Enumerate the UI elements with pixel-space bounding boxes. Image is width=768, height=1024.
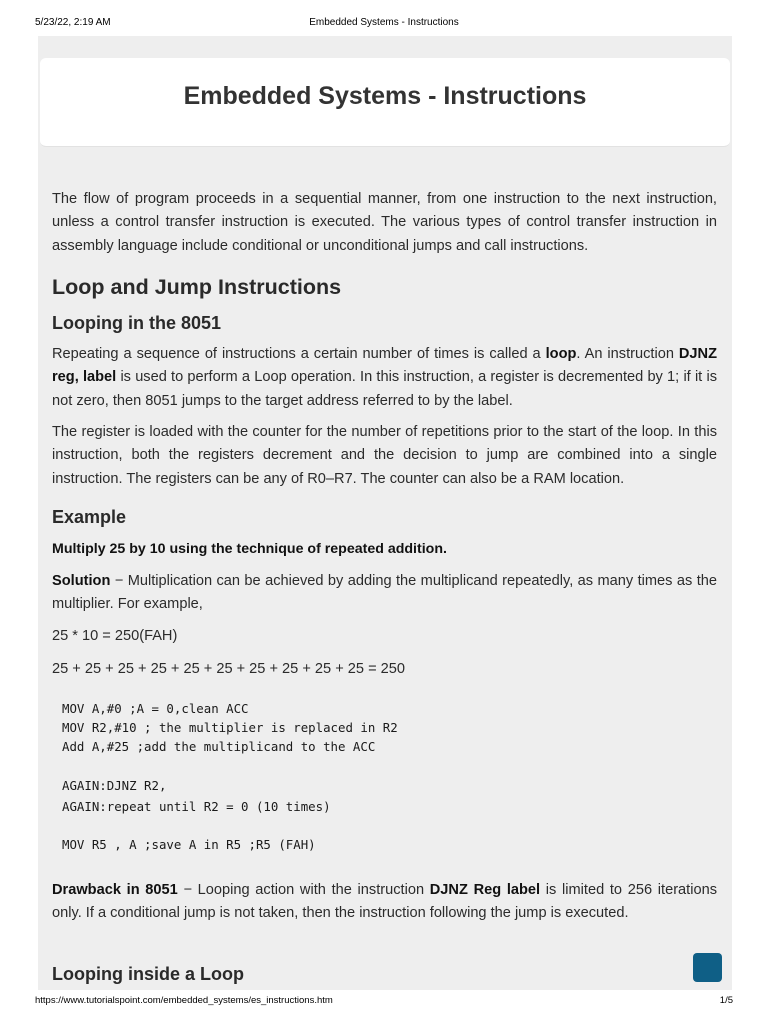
term-djnz-reg-label: DJNZ Reg label <box>429 882 541 898</box>
intro-paragraph: The flow of program proceeds in a sequential manner, from one instruction to the next instruction, unless a control transfer instruction is executed. The various types of control transfer instruction in assembly language include conditional or unconditional jumps and call instructions. <box>52 191 717 254</box>
print-header <box>0 17 768 31</box>
page-body <box>38 36 732 990</box>
scroll-to-top-button[interactable] <box>693 953 722 982</box>
heading-looping-inside: Looping inside a Loop <box>52 964 244 984</box>
code-line: AGAIN:DJNZ R2, <box>62 778 167 793</box>
code-line: MOV R5 , A ;save A in R5 ;R5 (FAH) <box>62 837 316 852</box>
heading-looping-8051: Looping in the 8051 <box>52 313 222 333</box>
print-title: Embedded Systems - Instructions <box>309 17 459 28</box>
drawback-label: Drawback in 8051 <box>52 882 178 898</box>
solution-paragraph: Solution − Multiplication can be achieved by adding the multiplicand repeatedly, as many times as the multiplier. For example, <box>52 573 717 613</box>
heading-example: Example <box>52 507 127 527</box>
heading-loop-jump: Loop and Jump Instructions <box>52 275 342 299</box>
term-loop: loop <box>545 346 577 362</box>
equation-2: 25 + 25 + 25 + 25 + 25 + 25 + 25 + 25 + 25 + 25 = 250 <box>52 661 405 677</box>
term-djnz: DJNZ reg, label <box>52 346 717 386</box>
print-footer <box>0 995 768 1009</box>
code-line: MOV R2,#10 ; the multiplier is replaced in R2 <box>62 720 398 735</box>
page-number: 1/5 <box>719 995 733 1006</box>
drawback-paragraph: Drawback in 8051 − Looping action with the instruction DJNZ Reg label is limited to 256 iterations only. If a conditional jump is not taken, then the instruction following the jump is executed. <box>52 882 717 922</box>
code-line: Add A,#25 ;add the multiplicand to the ACC <box>62 739 376 754</box>
code-line: MOV A,#0 ;A = 0,clean ACC <box>62 701 249 716</box>
loop-paragraph-2: The register is loaded with the counter for the number of repetitions prior to the start of the loop. In this instruction, both the registers decrement and the decision to jump are combined into a single instruction. The registers can be any of R0–R7. The counter can also be a RAM location. <box>52 424 717 487</box>
example-task: Multiply 25 by 10 using the technique of repeated addition. <box>52 541 447 557</box>
print-datetime: 5/23/22, 2:19 AM <box>35 17 111 28</box>
loop-paragraph-1: Repeating a sequence of instructions a certain number of times is called a loop. An instruction DJNZ reg, label is used to perform a Loop operation. In this instruction, a register is decremented by 1; if it is not zero, then 8051 jumps to the target address referred to by the label. <box>52 346 717 409</box>
solution-label: Solution <box>52 573 111 589</box>
page-title: Embedded Systems - Instructions <box>183 82 587 110</box>
print-url: https://www.tutorialspoint.com/embedded_systems/es_instructions.htm <box>35 995 333 1006</box>
equation-1: 25 * 10 = 250(FAH) <box>52 628 178 644</box>
title-card <box>40 58 730 147</box>
code-line: AGAIN:repeat until R2 = 0 (10 times) <box>62 799 331 814</box>
